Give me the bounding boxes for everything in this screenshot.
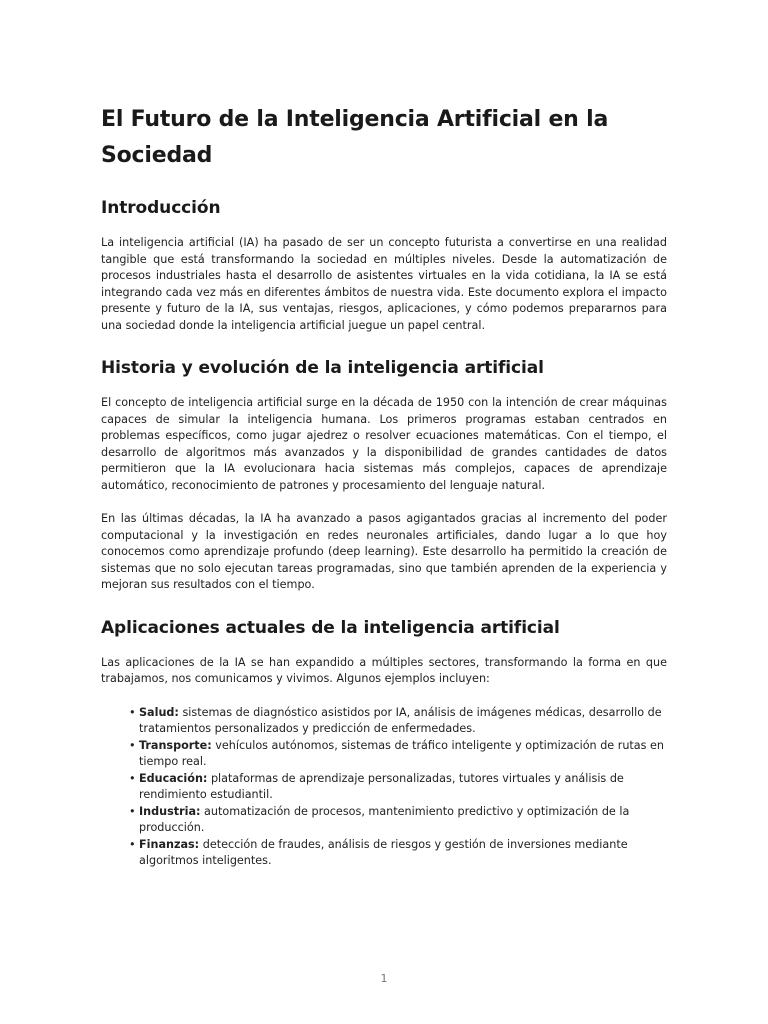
history-paragraph-2: En las últimas décadas, la IA ha avanzado a pasos agigantados gracias al incremento del poder computacional y la investigación en redes neuronales artificiales, dando lugar a lo que hoy conocemos como aprendizaje profundo (deep learning). Este desarrollo ha permitido la creación de sistemas que no solo ejecutan tareas programadas, sino que también aprenden de la experiencia y mejoran sus resultados con el tiempo. [101, 512, 667, 591]
list-item [129, 837, 667, 870]
bullet-icon: • [129, 771, 136, 785]
list-item-label: Transporte: [139, 738, 212, 752]
applications-paragraph: Las aplicaciones de la IA se han expandido a múltiples sectores, transformando la forma en que trabajamos, nos comunicamos y vivimos. Algunos ejemplos incluyen: [101, 655, 667, 685]
intro-paragraph: La inteligencia artificial (IA) ha pasado de ser un concepto futurista a convertirse en una realidad tangible que está transformando la sociedad en múltiples niveles. Desde la automatización de procesos industriales hasta el desarrollo de asistentes virtuales en la vida cotidiana, la IA se está integrando cada vez más en diferentes ámbitos de nuestra vida. Este documento explora el impacto presente y futuro de la IA, sus ventajas, riesgos, aplicaciones, y cómo podemos prepararnos para una sociedad donde la inteligencia artificial juegue un papel central. [101, 236, 667, 332]
section-heading-introduction: Introducción [101, 198, 221, 218]
list-item [129, 738, 667, 771]
list-item [129, 705, 667, 738]
section-heading-applications: Aplicaciones actuales de la inteligencia artificial [101, 617, 560, 638]
applications-list [101, 705, 667, 870]
list-item-label: Finanzas: [139, 837, 200, 851]
list-item-label: Educación: [139, 771, 208, 785]
list-item-text: plataformas de aprendizaje personalizadas, tutores virtuales y análisis de rendimiento estudiantil. [139, 771, 624, 801]
bullet-icon: • [129, 738, 136, 752]
list-item-label: Salud: [139, 705, 179, 719]
document-title: El Futuro de la Inteligencia Artificial en la Sociedad [101, 107, 609, 168]
list-item [129, 771, 667, 804]
page-number: 1 [380, 972, 388, 985]
bullet-icon: • [129, 705, 136, 719]
list-item-text: sistemas de diagnóstico asistidos por IA, análisis de imágenes médicas, desarrollo de tratamientos personalizados y predicción de enfermedades. [139, 705, 662, 735]
section-heading-history: Historia y evolución de la inteligencia artificial [101, 358, 544, 378]
history-paragraph-1: El concepto de inteligencia artificial surge en la década de 1950 con la intención de crear máquinas capaces de simular la inteligencia humana. Los primeros programas estaban centrados en problemas específicos, como jugar ajedrez o resolver ecuaciones matemáticas. Con el tiempo, el desarrollo de algoritmos más avanzados y la disponibilidad de grandes cantidades de datos permitieron que la IA evolucionara hacia sistemas más complejos, capaces de aprendizaje automático, reconocimiento de patrones y procesamiento del lenguaje natural. [101, 396, 667, 492]
bullet-icon: • [129, 837, 136, 851]
list-item-label: Industria: [139, 804, 201, 818]
list-item-text: automatización de procesos, mantenimiento predictivo y optimización de la producción. [139, 804, 630, 834]
list-item [129, 804, 667, 837]
bullet-icon: • [129, 804, 136, 818]
list-item-text: vehículos autónomos, sistemas de tráfico inteligente y optimización de rutas en tiempo real. [139, 738, 665, 768]
list-item-text: detección de fraudes, análisis de riesgos y gestión de inversiones mediante algoritmos inteligentes. [139, 837, 628, 867]
